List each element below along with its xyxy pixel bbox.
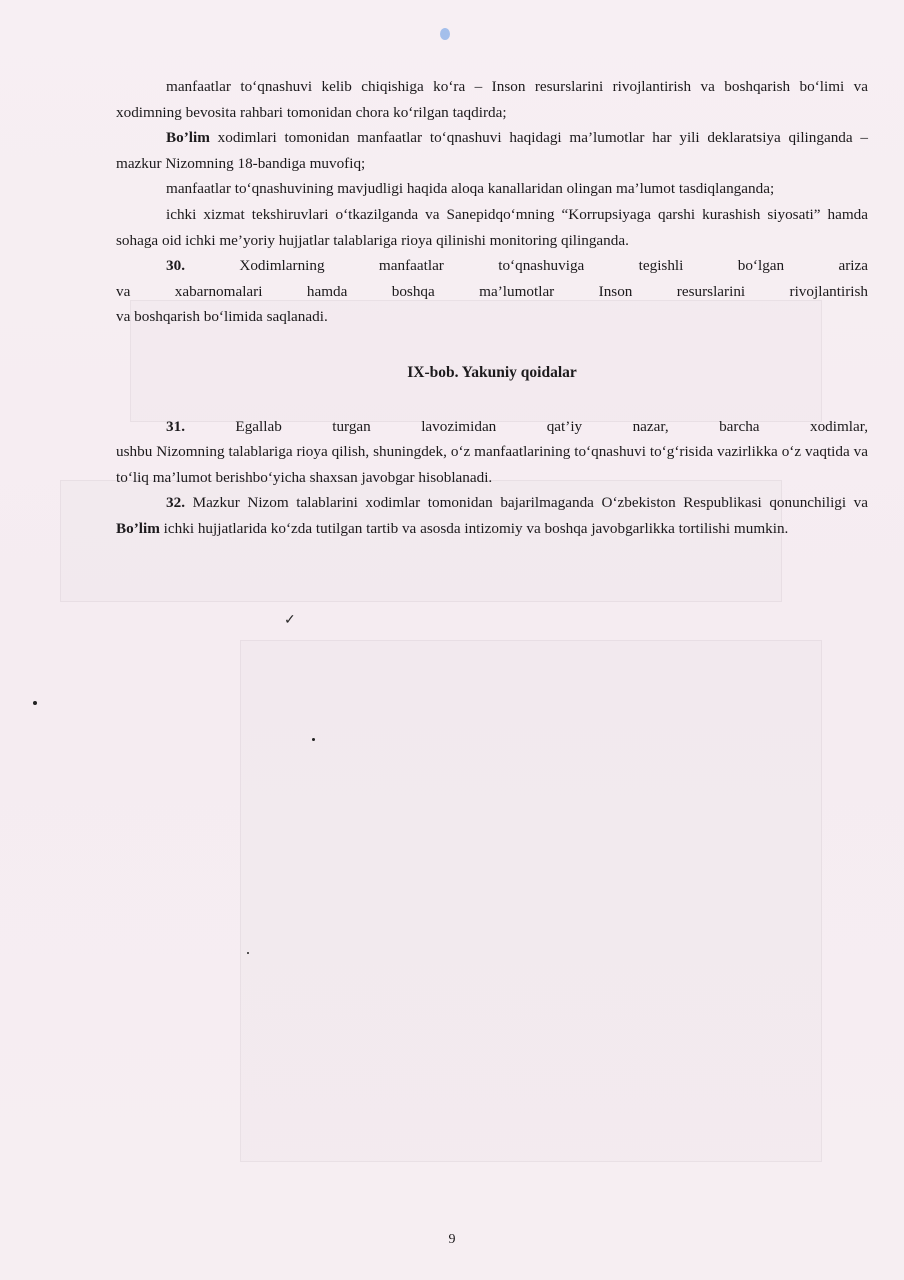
item-30-text-1: Xodimlarning manfaatlar to‘qnashuviga tegishli bo‘lgan ariza (239, 257, 868, 275)
paragraph-text: ichki xizmat tekshiruvlari o‘tkazilganda va Sanepidqo‘mning “Korrupsiyaga qarshi kurashish siyosati” hamda sohaga oid ichki me’yoriy hujjatlar talablariga rioya qilinishi monitoring qilinganda. (116, 205, 868, 249)
paragraph-declaration (116, 125, 868, 176)
item-32 (116, 490, 868, 541)
page-number: 9 (448, 1232, 456, 1247)
paragraph-text: manfaatlar to‘qnashuvining mavjudligi haqida aloqa kanallaridan olingan ma’lumot tasdiqlanganda; (166, 180, 775, 198)
document-body (116, 74, 868, 542)
item-31-line-1 (116, 414, 868, 440)
item-31-text-rest: ushbu Nizomning talablariga rioya qilish, shuningdek, o‘z manfaatlarining to‘qnashuvi to‘g‘risida vazirlikka o‘z vaqtida va to‘liq ma’lumot berishbo‘yicha shaxsan javobgar hisoblanadi. (116, 443, 868, 486)
item-30-number: 30. (166, 257, 185, 275)
paragraph-channels (116, 176, 868, 202)
item-31-number: 31. (166, 417, 185, 435)
item-30-line-2 (116, 279, 868, 305)
item-32-number: 32. (166, 494, 185, 512)
speck-left (33, 701, 37, 705)
item-31-text-1: Egallab turgan lavozimidan qat’iy nazar, barcha xodimlar, (235, 417, 868, 435)
item-32-bold-term: Bo’lim (116, 519, 160, 537)
paragraph-bold-term: Bo’lim (166, 129, 210, 147)
item-31-rest (116, 439, 868, 490)
ink-spot (440, 28, 450, 40)
item-30-text-3: va boshqarish bo‘limida saqlanadi. (116, 308, 328, 326)
paragraph-conflict-measures (116, 74, 868, 125)
bleed-through-table-bottom (240, 640, 822, 1162)
item-30-line-3 (116, 304, 868, 330)
item-32-text-before: Mazkur Nizom talablarini xodimlar tomonidan bajarilmaganda O‘zbekiston Respublikasi qonunchiligi va (192, 494, 868, 512)
chapter-heading: IX-bob. Yakuniy qoidalar (407, 363, 577, 381)
speck-middle (312, 738, 315, 741)
item-30-line-1 (116, 253, 868, 279)
item-32-text-after: ichki hujjatlarida ko‘zda tutilgan tartib va asosda intizomiy va boshqa javobgarlikka tortilishi mumkin. (159, 519, 789, 537)
checkmark-annotation: ✓ (284, 613, 296, 628)
speck-lower (247, 952, 249, 954)
paragraph-text: xodimlari tomonidan manfaatlar to‘qnashuvi haqidagi ma’lumotlar har yili deklaratsiya qilinganda – mazkur Nizomning 18-bandiga muvofiq; (116, 129, 868, 172)
paragraph-text: manfaatlar to‘qnashuvi kelib chiqishiga ko‘ra – Inson resurslarini rivojlantirish va boshqarish bo‘limi va xodimning bevosita rahbari tomonidan chora ko‘rilgan taqdirda; (116, 78, 868, 121)
paragraph-inspections (116, 202, 868, 253)
item-30-text-2: va xabarnomalari hamda boshqa ma’lumotlar Inson resurslarini rivojlantirish (116, 282, 868, 300)
